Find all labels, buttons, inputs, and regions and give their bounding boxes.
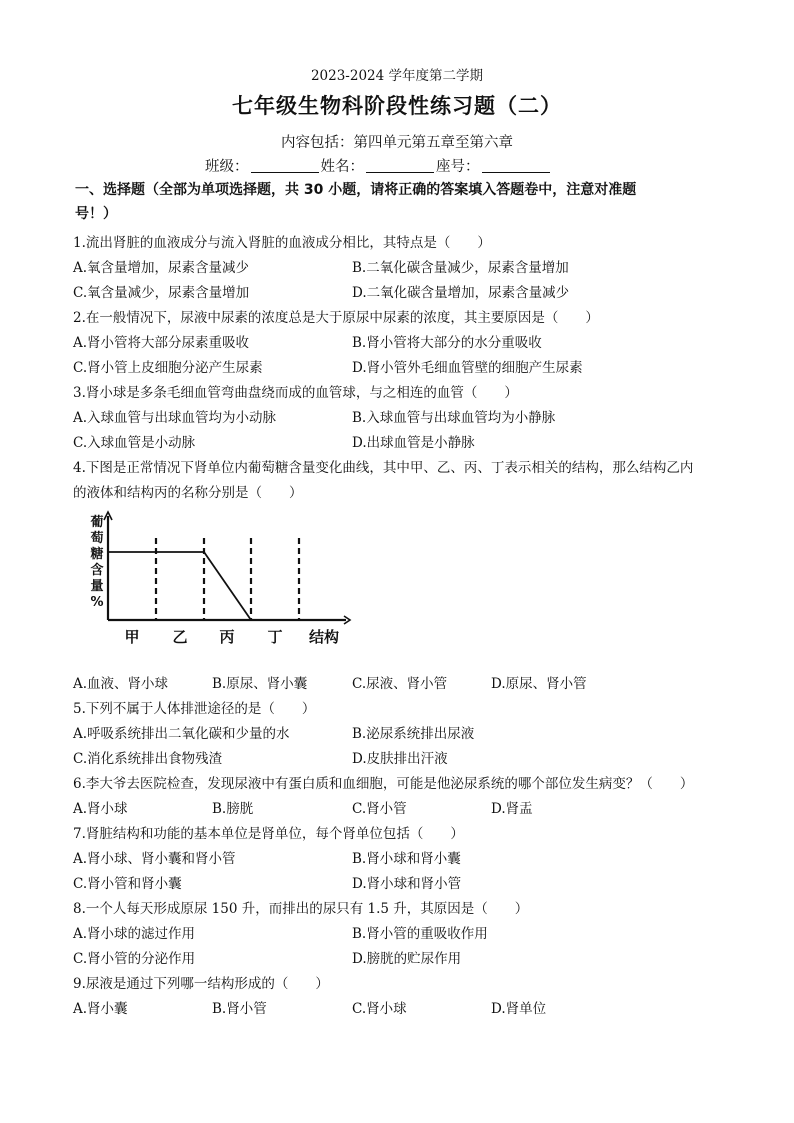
q7-option-c: C.肾小管和肾小囊 <box>73 876 182 892</box>
y-label-char: 含 <box>90 563 104 578</box>
category-label-3: 丙 <box>219 628 235 646</box>
q2-option-c: C.肾小管上皮细胞分泌产生尿素 <box>73 360 263 376</box>
term-label: 2023-2024 学年度第二学期 <box>310 68 484 84</box>
q3-option-a: A.入球血管与出球血管均为小动脉 <box>73 410 277 426</box>
q9-stem: 9.尿液是通过下列哪一结构形成的（ ） <box>73 976 329 992</box>
category-label-2: 乙 <box>172 628 188 646</box>
student-info-line <box>205 155 552 176</box>
q7-stem: 7.肾脏结构和功能的基本单位是肾单位，每个肾单位包括（ ） <box>73 826 464 842</box>
q4-stem-line2: 的液体和结构丙的名称分别是（ ） <box>73 485 303 501</box>
q5-option-c: C.消化系统排出食物残渣 <box>73 751 223 767</box>
x-axis-label: 结构 <box>308 628 340 646</box>
q3-option-c: C.入球血管是小动脉 <box>73 435 196 451</box>
q8-option-a: A.肾小球的滤过作用 <box>73 926 196 942</box>
q3-option-b: B.入球血管与出球血管均为小静脉 <box>352 410 556 426</box>
q4-option-b: B.原尿、肾小囊 <box>212 676 308 692</box>
q1-option-b: B.二氧化碳含量减少，尿素含量增加 <box>352 260 569 276</box>
section-heading-line1: 一、选择题（全部为单项选择题，共 30 小题，请将正确的答案填入答题卷中，注意对准题 <box>75 182 637 198</box>
q6-option-a: A.肾小球 <box>73 801 128 817</box>
q7-option-b: B.肾小球和肾小囊 <box>352 851 461 867</box>
q6-option-d: D.肾盂 <box>491 801 533 817</box>
class-label: 班级： <box>205 159 249 175</box>
section-heading <box>75 178 725 226</box>
q5-option-d: D.皮肤排出汗液 <box>352 751 448 767</box>
y-label-char: 量 <box>90 579 104 594</box>
q9-option-c: C.肾小球 <box>352 1001 407 1017</box>
q4-stem-line1: 4.下图是正常情况下肾单位内葡萄糖含量变化曲线，其中甲、乙、丙、丁表示相关的结构，那么结构乙内 <box>73 460 694 476</box>
q8-stem: 8.一个人每天形成原尿 150 升，而排出的尿只有 1.5 升，其原因是（ ） <box>73 901 529 917</box>
q4-option-d: D.原尿、肾小管 <box>491 676 587 692</box>
q8-option-d: D.膀胱的贮尿作用 <box>352 951 462 967</box>
q2-option-d: D.肾小管外毛细血管壁的细胞产生尿素 <box>352 360 583 376</box>
q9-option-a: A.肾小囊 <box>73 1001 128 1017</box>
q1-option-c: C.氧含量减少，尿素含量增加 <box>73 285 250 301</box>
q5-option-b: B.泌尿系统排出尿液 <box>352 726 475 742</box>
q2-option-a: A.肾小管将大部分尿素重吸收 <box>73 335 250 351</box>
q1-option-a: A.氧含量增加，尿素含量减少 <box>73 260 250 276</box>
q4-option-c: C.尿液、肾小管 <box>352 676 448 692</box>
section-heading-line2: 号！） <box>75 206 117 222</box>
q3-stem: 3.肾小球是多条毛细血管弯曲盘绕而成的血管球，与之相连的血管（ ） <box>73 385 518 401</box>
q7-option-d: D.肾小球和肾小管 <box>352 876 462 892</box>
y-label-char: 萄 <box>90 531 104 546</box>
q9-option-b: B.肾小管 <box>212 1001 267 1017</box>
q7-option-a: A.肾小球、肾小囊和肾小管 <box>73 851 236 867</box>
seat-blank[interactable] <box>482 158 550 173</box>
q1-option-d: D.二氧化碳含量增加，尿素含量减少 <box>352 285 570 301</box>
y-label-char: 糖 <box>90 547 104 562</box>
q3-option-d: D.出球血管是小静脉 <box>352 435 475 451</box>
seat-label: 座号： <box>436 159 480 175</box>
class-blank[interactable] <box>251 158 319 173</box>
name-blank[interactable] <box>366 158 434 173</box>
y-label-char: 葡 <box>90 515 104 530</box>
q6-option-c: C.肾小管 <box>352 801 407 817</box>
q5-stem: 5.下列不属于人体排泄途径的是（ ） <box>73 701 316 717</box>
y-label-char: % <box>90 595 104 610</box>
q8-option-c: C.肾小管的分泌作用 <box>73 951 196 967</box>
category-label-1: 甲 <box>124 628 140 646</box>
exam-scope: 内容包括：第四单元第五章至第六章 <box>281 135 513 151</box>
q9-option-d: D.肾单位 <box>491 1001 547 1017</box>
category-label-4: 丁 <box>267 628 283 646</box>
q5-option-a: A.呼吸系统排出二氧化碳和少量的水 <box>73 726 290 742</box>
glucose-chart <box>88 508 358 656</box>
q4-option-a: A.血液、肾小球 <box>73 676 169 692</box>
q2-stem: 2.在一般情况下，尿液中尿素的浓度总是大于原尿中尿素的浓度，其主要原因是（ ） <box>73 310 599 326</box>
q8-option-b: B.肾小管的重吸收作用 <box>352 926 488 942</box>
q6-stem: 6.李大爷去医院检查，发现尿液中有蛋白质和血细胞，可能是他泌尿系统的哪个部位发生病变？（ ） <box>73 776 694 792</box>
name-label: 姓名： <box>320 159 364 175</box>
q1-stem: 1.流出肾脏的血液成分与流入肾脏的血液成分相比，其特点是（ ） <box>73 235 491 251</box>
q6-option-b: B.膀胱 <box>212 801 254 817</box>
q2-option-b: B.肾小管将大部分的水分重吸收 <box>352 335 542 351</box>
exam-title: 七年级生物科阶段性练习题（二） <box>232 94 562 118</box>
